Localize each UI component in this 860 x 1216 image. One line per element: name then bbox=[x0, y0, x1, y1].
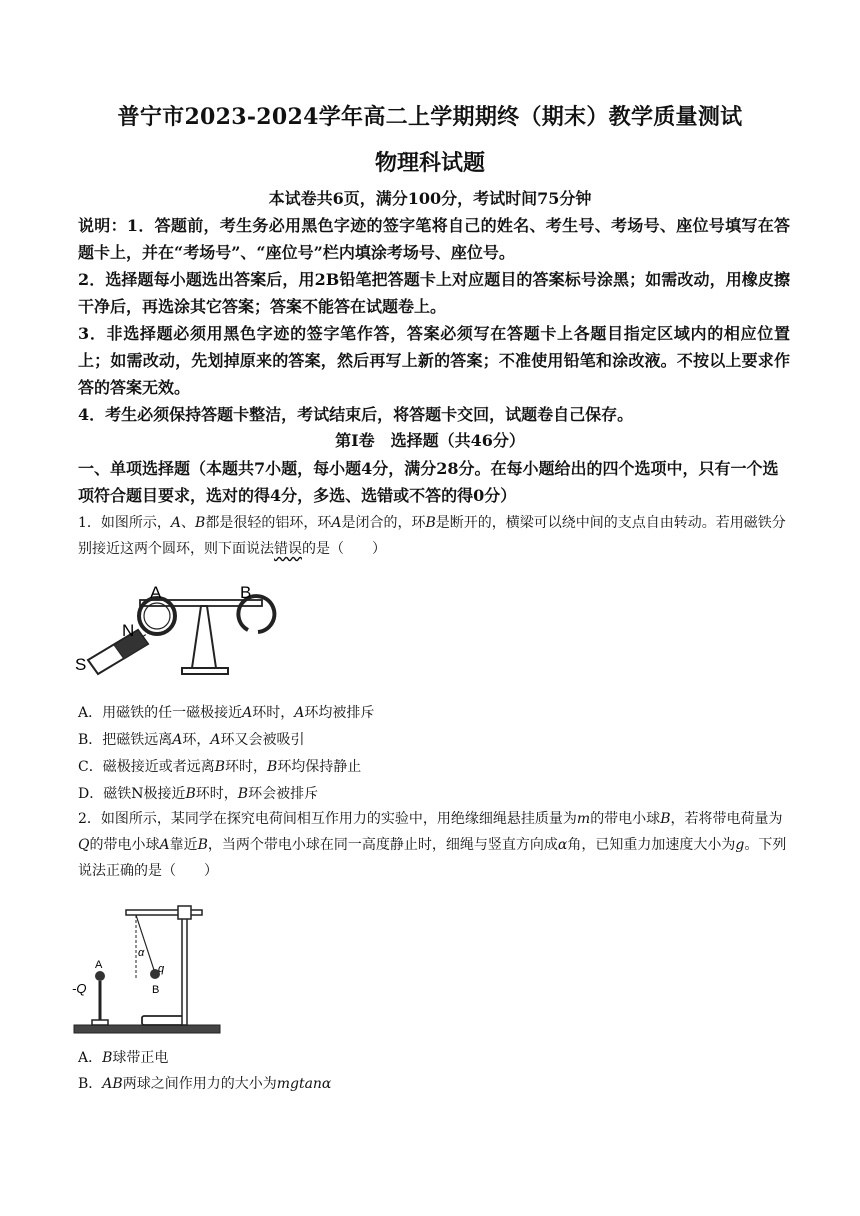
q1-option-b: B．把磁铁远离A环，A环又会被吸引 bbox=[78, 732, 305, 748]
question-2-figure bbox=[72, 898, 222, 1040]
question-2-stem: 2．如图所示，某同学在探究电荷间相互作用力的实验中，用绝缘细绳悬挂质量为m的带电小球B，若将带电荷量为Q的带电小球A靠近B，当两个带电小球在同一高度静止时，细绳与竖直方向成α角，已知重力加速度大小为g。下列说法正确的是（ ） bbox=[78, 811, 787, 879]
base-plate bbox=[74, 1025, 220, 1033]
label-neg-charge: -Q bbox=[72, 981, 87, 996]
q1-option-c: C．磁极接近或者远离B环时，B环均保持静止 bbox=[78, 759, 362, 775]
section-title: 第Ⅰ卷 选择题（共46分） bbox=[335, 431, 525, 450]
instruction-3: 3．非选择题必须用黑色字迹的签字笔作答，答案必须写在答题卡上各题目指定区域内的相应位置上；如需改动，先划掉原来的答案，然后再写上新的答案；不准使用铅笔和涂改液。不按以上要求作答的答案无效。 bbox=[78, 324, 790, 397]
q1-option-d: D．磁铁N极接近B环时，B环会被排斥 bbox=[78, 786, 319, 802]
exam-info: 本试卷共6页，满分100分，考试时间75分钟 bbox=[268, 189, 592, 208]
part-heading: 一、单项选择题（本题共7小题，每小题4分，满分28分。在每小题给出的四个选项中，只有一个选项符合题目要求，选对的得4分，多选、选错或不答的得0分） bbox=[78, 459, 779, 505]
label-ring-a: A bbox=[150, 583, 162, 602]
label-ring-b: B bbox=[240, 583, 252, 602]
label-south: S bbox=[75, 655, 87, 674]
label-north: N bbox=[122, 621, 135, 640]
stand-foot bbox=[142, 1016, 186, 1025]
label-ball-b: B bbox=[152, 984, 160, 996]
subject-title: 物理科试题 bbox=[374, 150, 485, 176]
emphasis-word: 错误 bbox=[274, 541, 302, 557]
instruction-1: 说明：1．答题前，考生务必用黑色字迹的签字笔将自己的姓名、考生号、考场号、座位号填写在答题卡上，并在“考场号”、“座位号”栏内填涂考场号、座位号。 bbox=[78, 216, 790, 262]
q2-option-a: A．B球带正电 bbox=[78, 1050, 169, 1066]
balance-base bbox=[182, 668, 228, 674]
label-ball-a: A bbox=[95, 959, 103, 971]
question-1-stem: 1．如图所示，A、B都是很轻的铝环，环A是闭合的，环B是断开的，横梁可以绕中间的支点自由转动。若用磁铁分别接近这两个圆环，则下面说法错误的是（ ） bbox=[78, 515, 786, 557]
stand-pole bbox=[182, 912, 187, 1025]
exam-title: 普宁市2023-2024学年高二上学期期终（期末）教学质量测试 bbox=[117, 104, 743, 130]
string bbox=[136, 915, 154, 970]
balance-stand bbox=[192, 606, 216, 668]
instruction-4: 4．考生必须保持答题卡整洁，考试结束后，将答题卡交回，试题卷自己保存。 bbox=[78, 405, 634, 424]
question-1-figure bbox=[70, 572, 290, 684]
instruction-2: 2．选择题每小题选出答案后，用2B铅笔把答题卡上对应题目的答案标号涂黑；如需改动，用橡皮擦干净后，再选涂其它答案；答案不能答在试题卷上。 bbox=[78, 270, 790, 316]
q2-option-b: B．AB两球之间作用力的大小为mgtanα bbox=[78, 1076, 332, 1092]
label-alpha: α bbox=[138, 947, 145, 959]
ball-a bbox=[95, 971, 105, 981]
clamp bbox=[178, 906, 191, 919]
label-q: q bbox=[158, 963, 165, 975]
q1-option-a: A．用磁铁的任一磁极接近A环时，A环均被排斥 bbox=[78, 705, 375, 721]
